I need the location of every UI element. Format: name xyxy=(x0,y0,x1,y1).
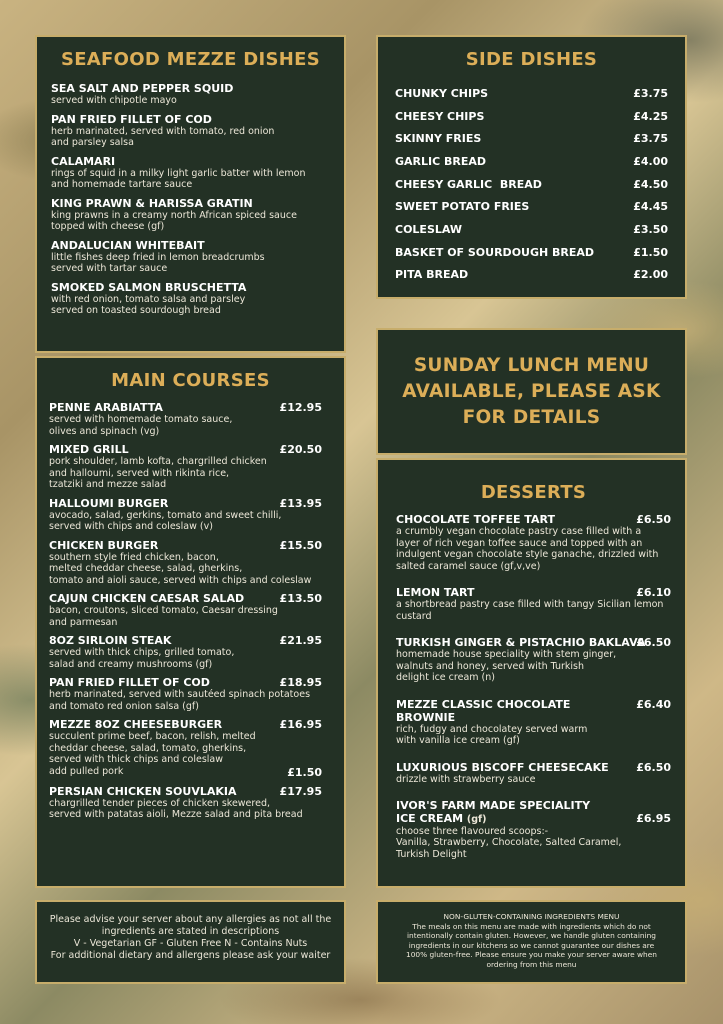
item-name: TURKISH GINGER & PISTACHIO BAKLAVA xyxy=(396,636,646,649)
item-name: CAJUN CHICKEN CAESAR SALAD xyxy=(49,592,245,605)
item-name: KING PRAWN & HARISSA GRATIN xyxy=(51,196,253,210)
item-description: rings of squid in a milky light garlic batter with lemon and homemade tartare sauce xyxy=(51,167,306,190)
item-price: £12.95 xyxy=(279,401,322,414)
item-description: succulent prime beef, bacon, relish, melted cheddar cheese, salad, tomato, gherkins, served with thick chips and coleslaw xyxy=(49,731,256,765)
menu-item xyxy=(396,799,671,860)
desserts-panel xyxy=(376,458,687,888)
item-name: SWEET POTATO FRIES xyxy=(395,200,530,214)
allergy-note-text: Please advise your server about any allergies as not all the ingredients are stated in descriptions V - Vegetarian GF - Gluten Free N - Contains Nuts For additional dietary and allergens please ask your waiter xyxy=(49,914,332,961)
item-name: SKINNY FRIES xyxy=(395,132,482,146)
menu-item xyxy=(51,113,330,149)
item-name: 8OZ SIRLOIN STEAK xyxy=(49,634,172,647)
item-price: £15.50 xyxy=(279,538,322,552)
item-price: £16.95 xyxy=(279,718,322,731)
side-item xyxy=(395,150,668,173)
sunday-lunch-panel xyxy=(376,328,687,455)
menu-item xyxy=(49,785,332,821)
item-price: £1.50 xyxy=(633,245,668,259)
desserts-heading: DESSERTS xyxy=(480,482,587,503)
menu-item xyxy=(396,761,671,786)
item-price: £3.50 xyxy=(633,222,668,236)
item-price: £18.95 xyxy=(279,676,322,689)
item-price: £4.50 xyxy=(633,177,668,191)
item-price: £6.50 xyxy=(636,760,671,774)
item-price: £13.95 xyxy=(279,496,322,510)
item-price: £17.95 xyxy=(279,784,322,798)
item-price: £6.40 xyxy=(636,697,671,711)
item-description: a shortbread pastry case filled with tangy Sicilian lemon custard xyxy=(396,599,664,622)
menu-item xyxy=(49,718,332,779)
menu-item xyxy=(51,155,330,191)
gluten-note-panel xyxy=(376,900,687,984)
item-description: served with thick chips, grilled tomato, salad and creamy mushrooms (gf) xyxy=(49,647,235,670)
item-price: £2.00 xyxy=(633,268,668,282)
item-name: CHOCOLATE TOFFEE TART xyxy=(396,513,555,526)
item-description: served with homemade tomato sauce, olives and spinach (vg) xyxy=(49,414,233,437)
menu-item xyxy=(49,539,332,587)
main-courses-heading: MAIN COURSES xyxy=(111,370,270,391)
item-price: £6.10 xyxy=(636,586,671,599)
item-name: MEZZE 8OZ CHEESEBURGER xyxy=(49,718,223,731)
side-item xyxy=(395,82,668,105)
item-price: £3.75 xyxy=(633,86,668,100)
menu-item xyxy=(49,401,332,437)
addon-price: £1.50 xyxy=(287,765,322,779)
menu-item xyxy=(49,676,332,712)
item-name: LEMON TART xyxy=(396,586,475,599)
item-description: with red onion, tomato salsa and parsley served on toasted sourdough bread xyxy=(51,293,246,316)
item-price: £4.45 xyxy=(633,200,668,214)
side-item xyxy=(395,218,668,241)
item-name: PAN FRIED FILLET OF COD xyxy=(51,112,212,126)
item-description: southern style fried chicken, bacon, melted cheddar cheese, salad, gherkins, tomato and aioli sauce, served with chips and coleslaw xyxy=(49,551,312,586)
item-name-text: IVOR'S FARM MADE SPECIALITY ICE CREAM xyxy=(396,799,591,825)
item-price: £6.50 xyxy=(636,636,671,649)
item-description: king prawns in a creamy north African spiced sauce topped with cheese (gf) xyxy=(51,209,297,232)
item-name: ANDALUCIAN WHITEBAIT xyxy=(51,238,205,252)
main-courses-panel xyxy=(35,356,346,888)
allergy-note-panel xyxy=(35,900,346,984)
item-name: CHUNKY CHIPS xyxy=(395,86,489,100)
item-description: a crumbly vegan chocolate pastry case filled with a layer of rich vegan toffee sauce and topped with an indulgent vegan chocolate style ganache, drizzled with salted caramel sauce (gf,v,ve) xyxy=(396,526,659,572)
seafood-heading: SEAFOOD MEZZE DISHES xyxy=(60,49,321,70)
menu-item xyxy=(51,197,330,233)
item-name: PENNE ARABIATTA xyxy=(49,401,163,414)
menu-item xyxy=(49,443,332,491)
menu-item xyxy=(396,636,671,684)
item-description: bacon, croutons, sliced tomato, Caesar dressing and parmesan xyxy=(49,605,278,628)
side-item xyxy=(395,264,668,287)
item-name: PITA BREAD xyxy=(395,268,469,282)
sunday-lunch-notice: SUNDAY LUNCH MENU AVAILABLE, PLEASE ASK FOR DETAILS xyxy=(402,354,661,428)
side-dishes-heading: SIDE DISHES xyxy=(465,49,598,70)
side-item xyxy=(395,195,668,218)
addon-label: add pulled pork xyxy=(49,765,124,777)
item-price: £4.00 xyxy=(633,154,668,168)
item-name: LUXURIOUS BISCOFF CHEESECAKE xyxy=(396,760,609,774)
item-name: GARLIC BREAD xyxy=(395,154,487,168)
item-name: PAN FRIED FILLET OF COD xyxy=(49,676,210,689)
menu-item xyxy=(51,281,330,317)
item-price: £21.95 xyxy=(279,634,322,647)
item-price: £20.50 xyxy=(279,443,322,456)
item-name: BASKET OF SOURDOUGH BREAD xyxy=(395,245,595,259)
item-name: PERSIAN CHICKEN SOUVLAKIA xyxy=(49,784,237,798)
item-description: chargrilled tender pieces of chicken skewered, served with patatas aioli, Mezze salad and pita bread xyxy=(49,797,303,820)
menu-item xyxy=(49,497,332,533)
item-price: £13.50 xyxy=(279,592,322,605)
item-name-suffix: (gf) xyxy=(466,814,487,825)
menu-item xyxy=(396,698,671,747)
menu-item xyxy=(51,82,330,107)
item-name: CALAMARI xyxy=(51,154,116,168)
item-description: little fishes deep fried in lemon breadcrumbs served with tartar sauce xyxy=(51,251,265,274)
item-price: £3.75 xyxy=(633,132,668,146)
item-description: homemade house speciality with stem ginger, walnuts and honey, served with Turkish delight ice cream (n) xyxy=(396,649,617,683)
addon-row xyxy=(49,766,332,779)
menu-item xyxy=(396,586,671,622)
menu-item xyxy=(49,634,332,670)
item-description: herb marinated, served with tomato, red onion and parsley salsa xyxy=(51,125,275,148)
item-name: COLESLAW xyxy=(395,222,463,236)
item-description: pork shoulder, lamb kofta, chargrilled chicken and halloumi, served with rikinta rice, tzatziki and mezze salad xyxy=(49,456,267,490)
item-description: served with chipotle mayo xyxy=(51,95,177,106)
item-name: SEA SALT AND PEPPER SQUID xyxy=(51,82,234,95)
item-description: herb marinated, served with sautéed spinach potatoes and tomato red onion salsa (gf) xyxy=(49,689,311,712)
item-name xyxy=(396,799,671,826)
item-name: MEZZE CLASSIC CHOCOLATE BROWNIE xyxy=(396,697,571,724)
gluten-note-text: The meals on this menu are made with ingredients which do not intentionally contain gluten. However, we handle gluten containing ingredients in our kitchens so we cannot guarantee our dishes are 100% gluten-free. Please ensure you make your server aware when ordering from this menu xyxy=(406,921,657,969)
item-name: HALLOUMI BURGER xyxy=(49,496,169,510)
side-item xyxy=(395,127,668,150)
side-item xyxy=(395,173,668,196)
gluten-note-title: NON-GLUTEN-CONTAINING INGREDIENTS MENU xyxy=(443,912,620,921)
seafood-panel xyxy=(35,35,346,353)
item-name: SMOKED SALMON BRUSCHETTA xyxy=(51,280,247,294)
menu-item xyxy=(396,513,671,572)
menu-item xyxy=(51,239,330,275)
item-description: rich, fudgy and chocolatey served warm with vanilla ice cream (gf) xyxy=(396,723,588,746)
item-description: avocado, salad, gerkins, tomato and sweet chilli, served with chips and coleslaw (v) xyxy=(49,509,282,532)
menu-item xyxy=(49,592,332,628)
side-dishes-panel xyxy=(376,35,687,299)
item-price: £6.50 xyxy=(636,513,671,526)
side-item xyxy=(395,105,668,128)
side-item xyxy=(395,241,668,264)
item-price: £4.25 xyxy=(633,109,668,123)
item-price: £6.95 xyxy=(636,812,671,825)
item-name: MIXED GRILL xyxy=(49,443,129,456)
item-name: CHICKEN BURGER xyxy=(49,538,159,552)
item-name: CHEESY CHIPS xyxy=(395,109,485,123)
item-description: choose three flavoured scoops:- Vanilla, Strawberry, Chocolate, Salted Caramel, Turkish Delight xyxy=(396,825,622,860)
item-description: drizzle with strawberry sauce xyxy=(396,773,536,785)
item-name: CHEESY GARLIC BREAD xyxy=(395,177,542,191)
